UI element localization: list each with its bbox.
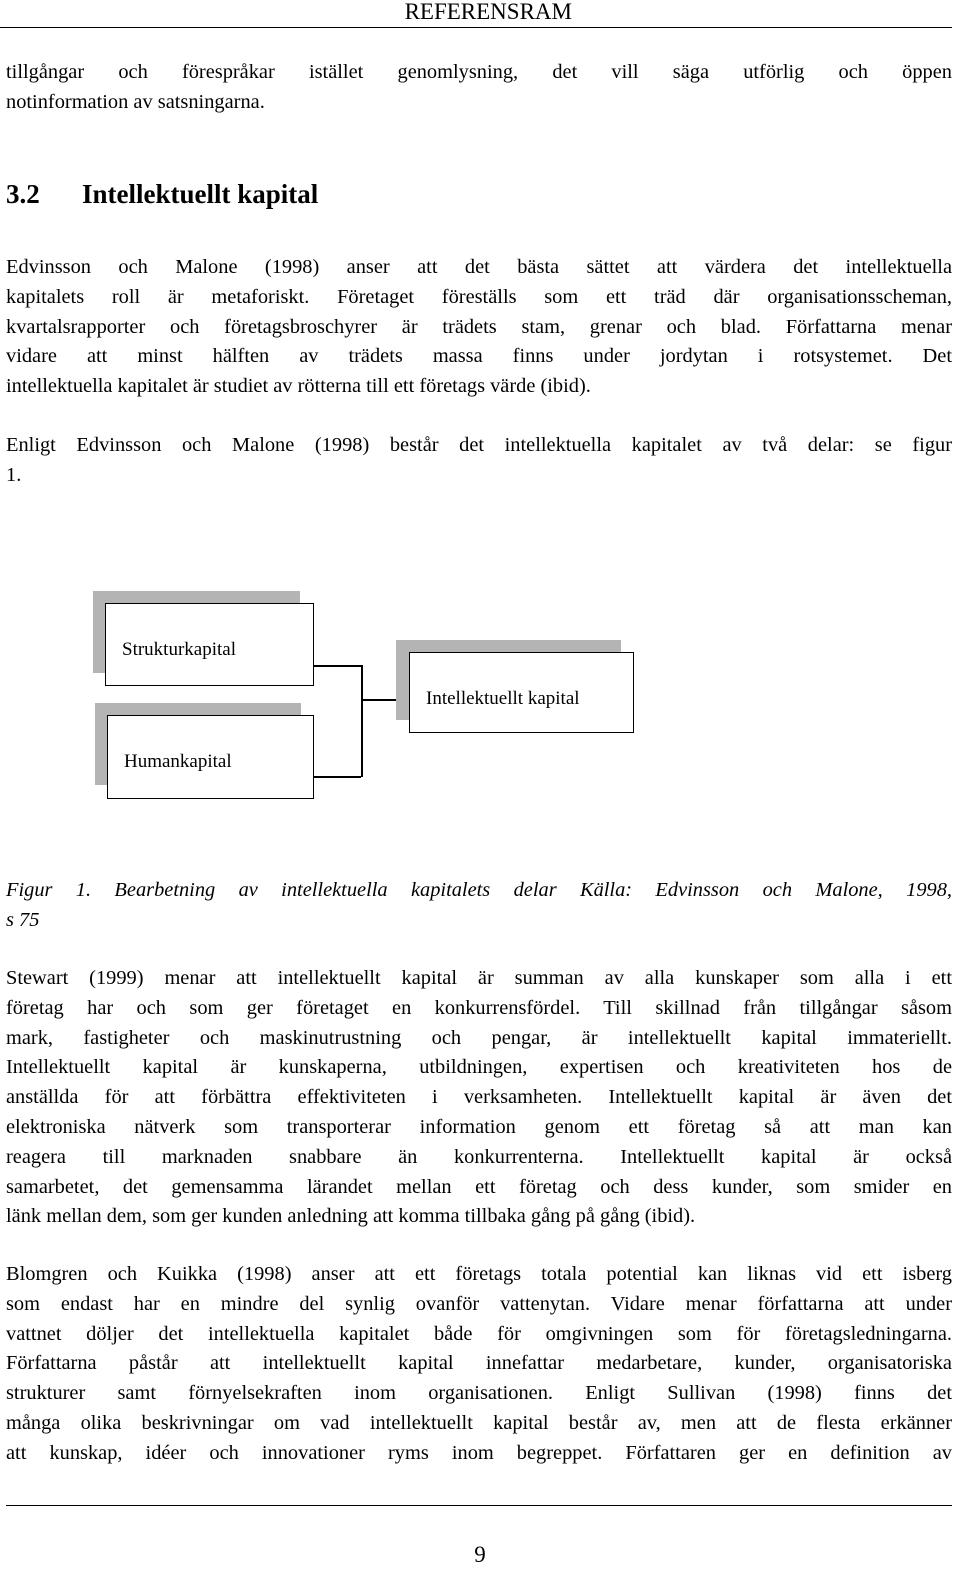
intro-paragraph — [6, 58, 952, 118]
p3-line-3: mark, fastigheter och maskinutrustning och pengar, är intellektuellt kapital immateriellt. — [6, 1026, 952, 1049]
p2-line-1: Enligt Edvinsson och Malone (1998) består det intellektuella kapitalet av två delar: se figur — [6, 434, 952, 456]
footer-rule — [6, 1505, 952, 1506]
p1-line-2: kapitalets roll är metaforiskt. Företaget föreställs som ett träd där organisationsscheman, — [6, 285, 952, 308]
p2-line-2: 1. — [6, 463, 22, 486]
section-title: Intellektuellt kapital — [82, 179, 319, 209]
connector-human — [313, 776, 361, 778]
p4-line-7: att kunskap, idéer och innovationer ryms inom begreppet. Författaren ger en definition av — [6, 1441, 952, 1464]
p3-line-7: reagera till marknaden snabbare än konkurrenterna. Intellektuellt kapital är också — [6, 1145, 952, 1168]
caption-line-1: Figur 1. Bearbetning av intellektuella kapitalets delar Källa: Edvinsson och Malone, 1998, — [6, 879, 952, 901]
human-box — [107, 715, 314, 799]
p3-line-5: anställda för att förbättra effektiviteten i verksamheten. Intellektuellt kapital är även det — [6, 1086, 952, 1109]
intro-line-1: tillgångar och förespråkar istället genomlysning, det vill säga utförlig och öppen — [6, 61, 952, 83]
p4-line-2: som endast har en mindre del synlig ovanför vattenytan. Vidare menar författarna att under — [6, 1292, 952, 1315]
p4-line-4: Författarna påstår att intellektuellt kapital innefattar medarbetare, kunder, organisatoriska — [6, 1352, 952, 1375]
header-title: REFERENSRAM — [404, 0, 572, 24]
struktur-label: Strukturkapital — [122, 639, 236, 660]
intro-line-2: notinformation av satsningarna. — [6, 90, 265, 113]
paragraph-1 — [6, 253, 952, 402]
intellektuellt-label: Intellektuellt kapital — [426, 688, 580, 709]
struktur-box — [105, 603, 314, 686]
section-number: 3.2 — [6, 179, 40, 209]
p1-line-5: intellektuella kapitalet är studiet av rötterna till ett företags värde (ibid). — [6, 375, 591, 398]
p4-line-5: strukturer samt förnyelsekraften inom organisationen. Enligt Sullivan (1998) finns det — [6, 1382, 952, 1405]
caption-line-2: s 75 — [6, 908, 40, 931]
connector-vertical — [361, 665, 363, 777]
p1-line-4: vidare att minst hälften av trädets massa finns under jordytan i rotsystemet. Det — [6, 345, 952, 368]
p3-line-4: Intellektuellt kapital är kunskaperna, utbildningen, expertisen och kreativiteten hos de — [6, 1056, 952, 1079]
figure-diagram — [0, 585, 960, 810]
intellektuellt-box — [409, 652, 634, 733]
p3-line-2: företag har och som ger företaget en konkurrensfördel. Till skillnad från tillgångar såsom — [6, 996, 952, 1019]
p3-line-1: Stewart (1999) menar att intellektuellt kapital är summan av alla kunskaper som alla i ett — [6, 967, 952, 989]
paragraph-2 — [6, 431, 952, 491]
paragraph-4 — [6, 1260, 952, 1469]
p3-line-8: samarbetet, det gemensamma lärandet mellan ett företag och dess kunder, som smider en — [6, 1175, 952, 1198]
connector-struktur — [313, 665, 361, 667]
page-number: 9 — [474, 1542, 486, 1567]
running-header — [0, 0, 952, 28]
p1-line-3: kvartalsrapporter och företagsbroschyrer är trädets stam, grenar och blad. Författarna menar — [6, 315, 952, 338]
human-label: Humankapital — [124, 751, 232, 772]
p3-line-6: elektroniska nätverk som transporterar information genom ett företag så att man kan — [6, 1115, 952, 1138]
p1-line-1: Edvinsson och Malone (1998) anser att det bästa sättet att värdera det intellektuella — [6, 256, 952, 278]
section-heading — [6, 176, 318, 212]
paragraph-3 — [6, 964, 952, 1232]
p4-line-3: vattnet döljer det intellektuella kapitalet både för omgivningen som för företagsledningarna. — [6, 1322, 952, 1345]
p4-line-6: många olika beskrivningar om vad intellektuellt kapital består av, men att de flesta erkänner — [6, 1411, 952, 1434]
figure-caption — [6, 876, 952, 936]
p4-line-1: Blomgren och Kuikka (1998) anser att ett företags totala potential kan liknas vid ett isberg — [6, 1263, 952, 1285]
p3-line-9: länk mellan dem, som ger kunden anledning att komma tillbaka gång på gång (ibid). — [6, 1205, 696, 1228]
